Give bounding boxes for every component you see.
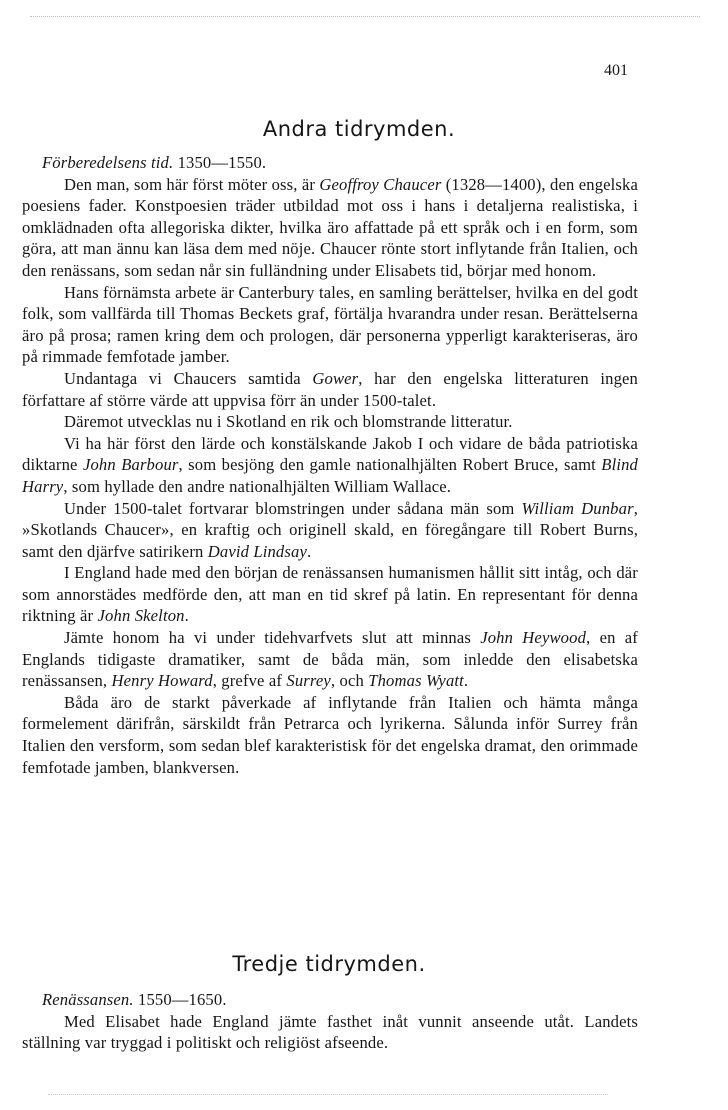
name-surrey: Surrey (286, 671, 331, 691)
paragraph-barbour: Vi ha här först den lärde och konstälskande Jakob I och vidare de båda patriotiska diktarne John Barbour, som besjöng den gamle nationalhjälten Robert Bruce, samt Blind Harry, som hyllade den andre nationalhjälten William Wallace. (22, 433, 638, 496)
period-years: 1350—1550. (177, 153, 267, 172)
bottom-rule (48, 1094, 608, 1095)
paragraph-skelton: I England hade med den början de renässansen humanismen hållit sitt intåg, och där som annorstädes medförde den, att man en tid skref på latin. En representant för denna riktning är John Skelton. (22, 563, 638, 626)
name-john-barbour: John Barbour (82, 455, 179, 475)
name-blind-harry: Blind Harry (22, 455, 638, 496)
name-william-dunbar: William Dunbar (521, 498, 634, 518)
name-henry-howard: Henry Howard (111, 671, 213, 691)
section-heading-andra-tidrymden: Andra tidrymden. (262, 117, 456, 141)
top-rule (30, 16, 700, 17)
page-number: 401 (604, 62, 628, 79)
name-david-lindsay: David Lindsay (207, 541, 307, 561)
name-thomas-wyatt: Thomas Wyatt (368, 671, 464, 691)
period-subtitle (22, 152, 638, 174)
period-years: 1550—1650. (138, 990, 227, 1009)
paragraph-gower: Undantaga vi Chaucers samtida Gower, har den engelska litteraturen ingen författare af större värde att uppvisa förr än under 1500-talet. (22, 368, 638, 410)
paragraph-dunbar: Under 1500-talet fortvarar blomstringen under sådana män som William Dunbar, »Skotlands Chaucer», en kraftig och originell skald, en föregångare till Robert Burns, samt den djärfve satirikern David Lindsay. (22, 498, 638, 561)
name-john-skelton: John Skelton (97, 606, 185, 626)
section-body-andra-tidrymden (22, 152, 638, 778)
section-heading-tredje-tidrymden: Tredje tidrymden. (232, 952, 426, 976)
paragraph-chaucer: Den man, som här först möter oss, är Geoffroy Chaucer (1328—1400), den engelska poesiens fader. Konstpoesien träder utbildad mot oss i hans i detaljerna realistiska, i omklädnaden ofta allegoriska dikter, hvilka äro affattade på ett språk och i en form, som göra, att man ännu kan läsa dem med nöje. Chaucer rönte stort inflytande från Italien, och den renässans, som sedan når sin fulländning under Elisabets tid, börjar med honom. (22, 174, 638, 280)
paragraph-elisabet: Med Elisabet hade England jämte fasthet inåt vunnit anseende utåt. Landets ställning var tryggad i politiskt och religiöst afseende. (22, 1011, 638, 1053)
section-body-tredje-tidrymden (22, 989, 638, 1054)
name-geoffroy-chaucer: Geoffroy Chaucer (319, 174, 442, 194)
paragraph-heywood: Jämte honom ha vi under tidehvarfvets slut att minnas John Heywood, en af Englands tidigaste dramatiker, samt de båda män, som inledde den elisabetska renässansen, Henry Howard, grefve af Surrey, och Thomas Wyatt. (22, 628, 638, 691)
name-john-heywood: John Heywood (480, 628, 587, 648)
paragraph-petrarca: Båda äro de starkt påverkade af inflytande från Italien och hämta många formelement därifrån, särskildt från Petrarca och lyrikerna. Sålunda inför Surrey från Italien den versform, som sedan blef karakteristisk för det engelska dramat, den orimmade femfotade jamben, blankversen. (22, 692, 638, 777)
paragraph-canterbury-tales: Hans förnämsta arbete är Canterbury tales, en samling berättelser, hvilka en del godt folk, som vallfärda till Thomas Beckets graf, förtälja hvarandra under resan. Berättelserna äro på prosa; ramen kring dem och prologen, där personerna ypperligt karakteriseras, äro på rimmade femfotade jamber. (22, 282, 638, 367)
period-label: Renässansen. (42, 990, 134, 1009)
period-subtitle (22, 989, 638, 1011)
name-gower: Gower (312, 368, 359, 388)
paragraph-skotland: Däremot utvecklas nu i Skotland en rik och blomstrande litteratur. (64, 412, 513, 432)
period-label: Förberedelsens tid. (42, 153, 174, 172)
